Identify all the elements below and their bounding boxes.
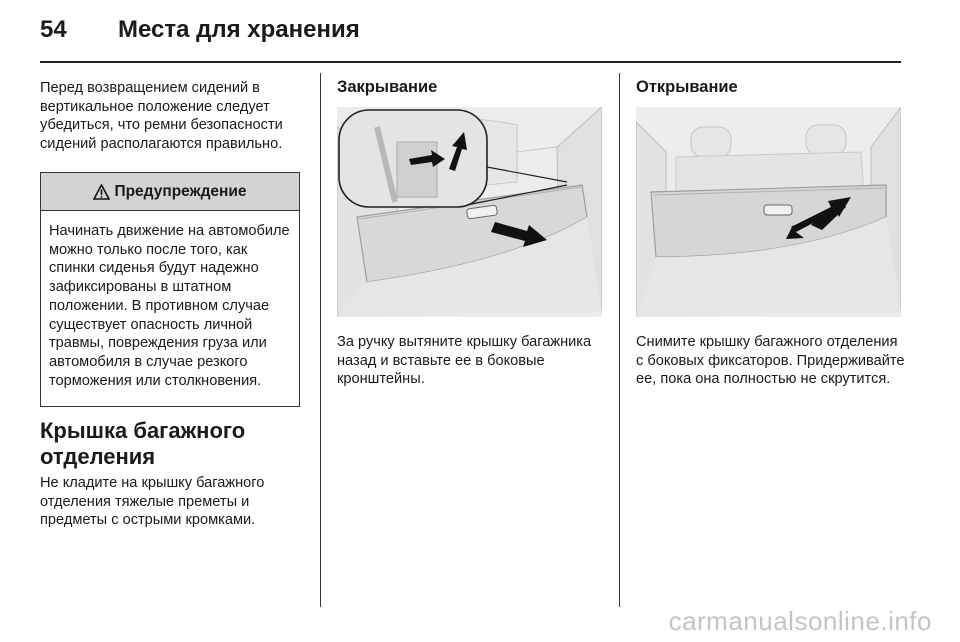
opening-illustration-drawing: [636, 107, 901, 317]
warning-header: [41, 173, 299, 211]
closing-illustration-drawing: [337, 107, 602, 317]
closing-heading: Закрывание: [337, 78, 438, 96]
opening-heading: Открывание: [636, 78, 738, 96]
warning-title: Предупреждение: [114, 182, 247, 200]
watermark: carmanualsonline.info: [668, 606, 932, 636]
opening-caption: Снимите крышку багажного отделения с боковых фиксаторов. Придерживайте ее, пока она полностью не скрутится.: [636, 334, 905, 388]
page-header: [40, 14, 920, 46]
closing-caption: За ручку вытяните крышку багажника назад и вставьте ее в боковые кронштейны.: [337, 334, 592, 388]
left-column: [40, 79, 308, 154]
intro-paragraph: Перед возвращением сидений в вертикальное положение следует убедиться, что ремни безопасности сидений располагаются правильно.: [40, 80, 283, 153]
column-divider-2: [619, 73, 620, 607]
column-divider-1: [320, 73, 321, 607]
section-heading: Крышка багажного отделения: [40, 418, 246, 469]
closing-illustration: [337, 107, 602, 317]
warning-triangle-icon: [93, 184, 110, 200]
page-number: 54: [40, 16, 67, 43]
header-divider: [40, 61, 901, 63]
section-paragraph: Не кладите на крышку багажного отделения тяжелые преметы и предметы с острыми кромками.: [40, 475, 265, 529]
warning-text: Начинать движение на автомобиле можно только после того, как спинки сиденья будут надежно зафиксированы в штатном положении. В противном случае существует опасность личной травмы, повреждения груза или автомобиля в случае резкого торможения или столкновения.: [49, 223, 290, 389]
warning-box: [40, 172, 300, 407]
opening-illustration: [636, 107, 901, 317]
page-title: Места для хранения: [118, 16, 360, 43]
